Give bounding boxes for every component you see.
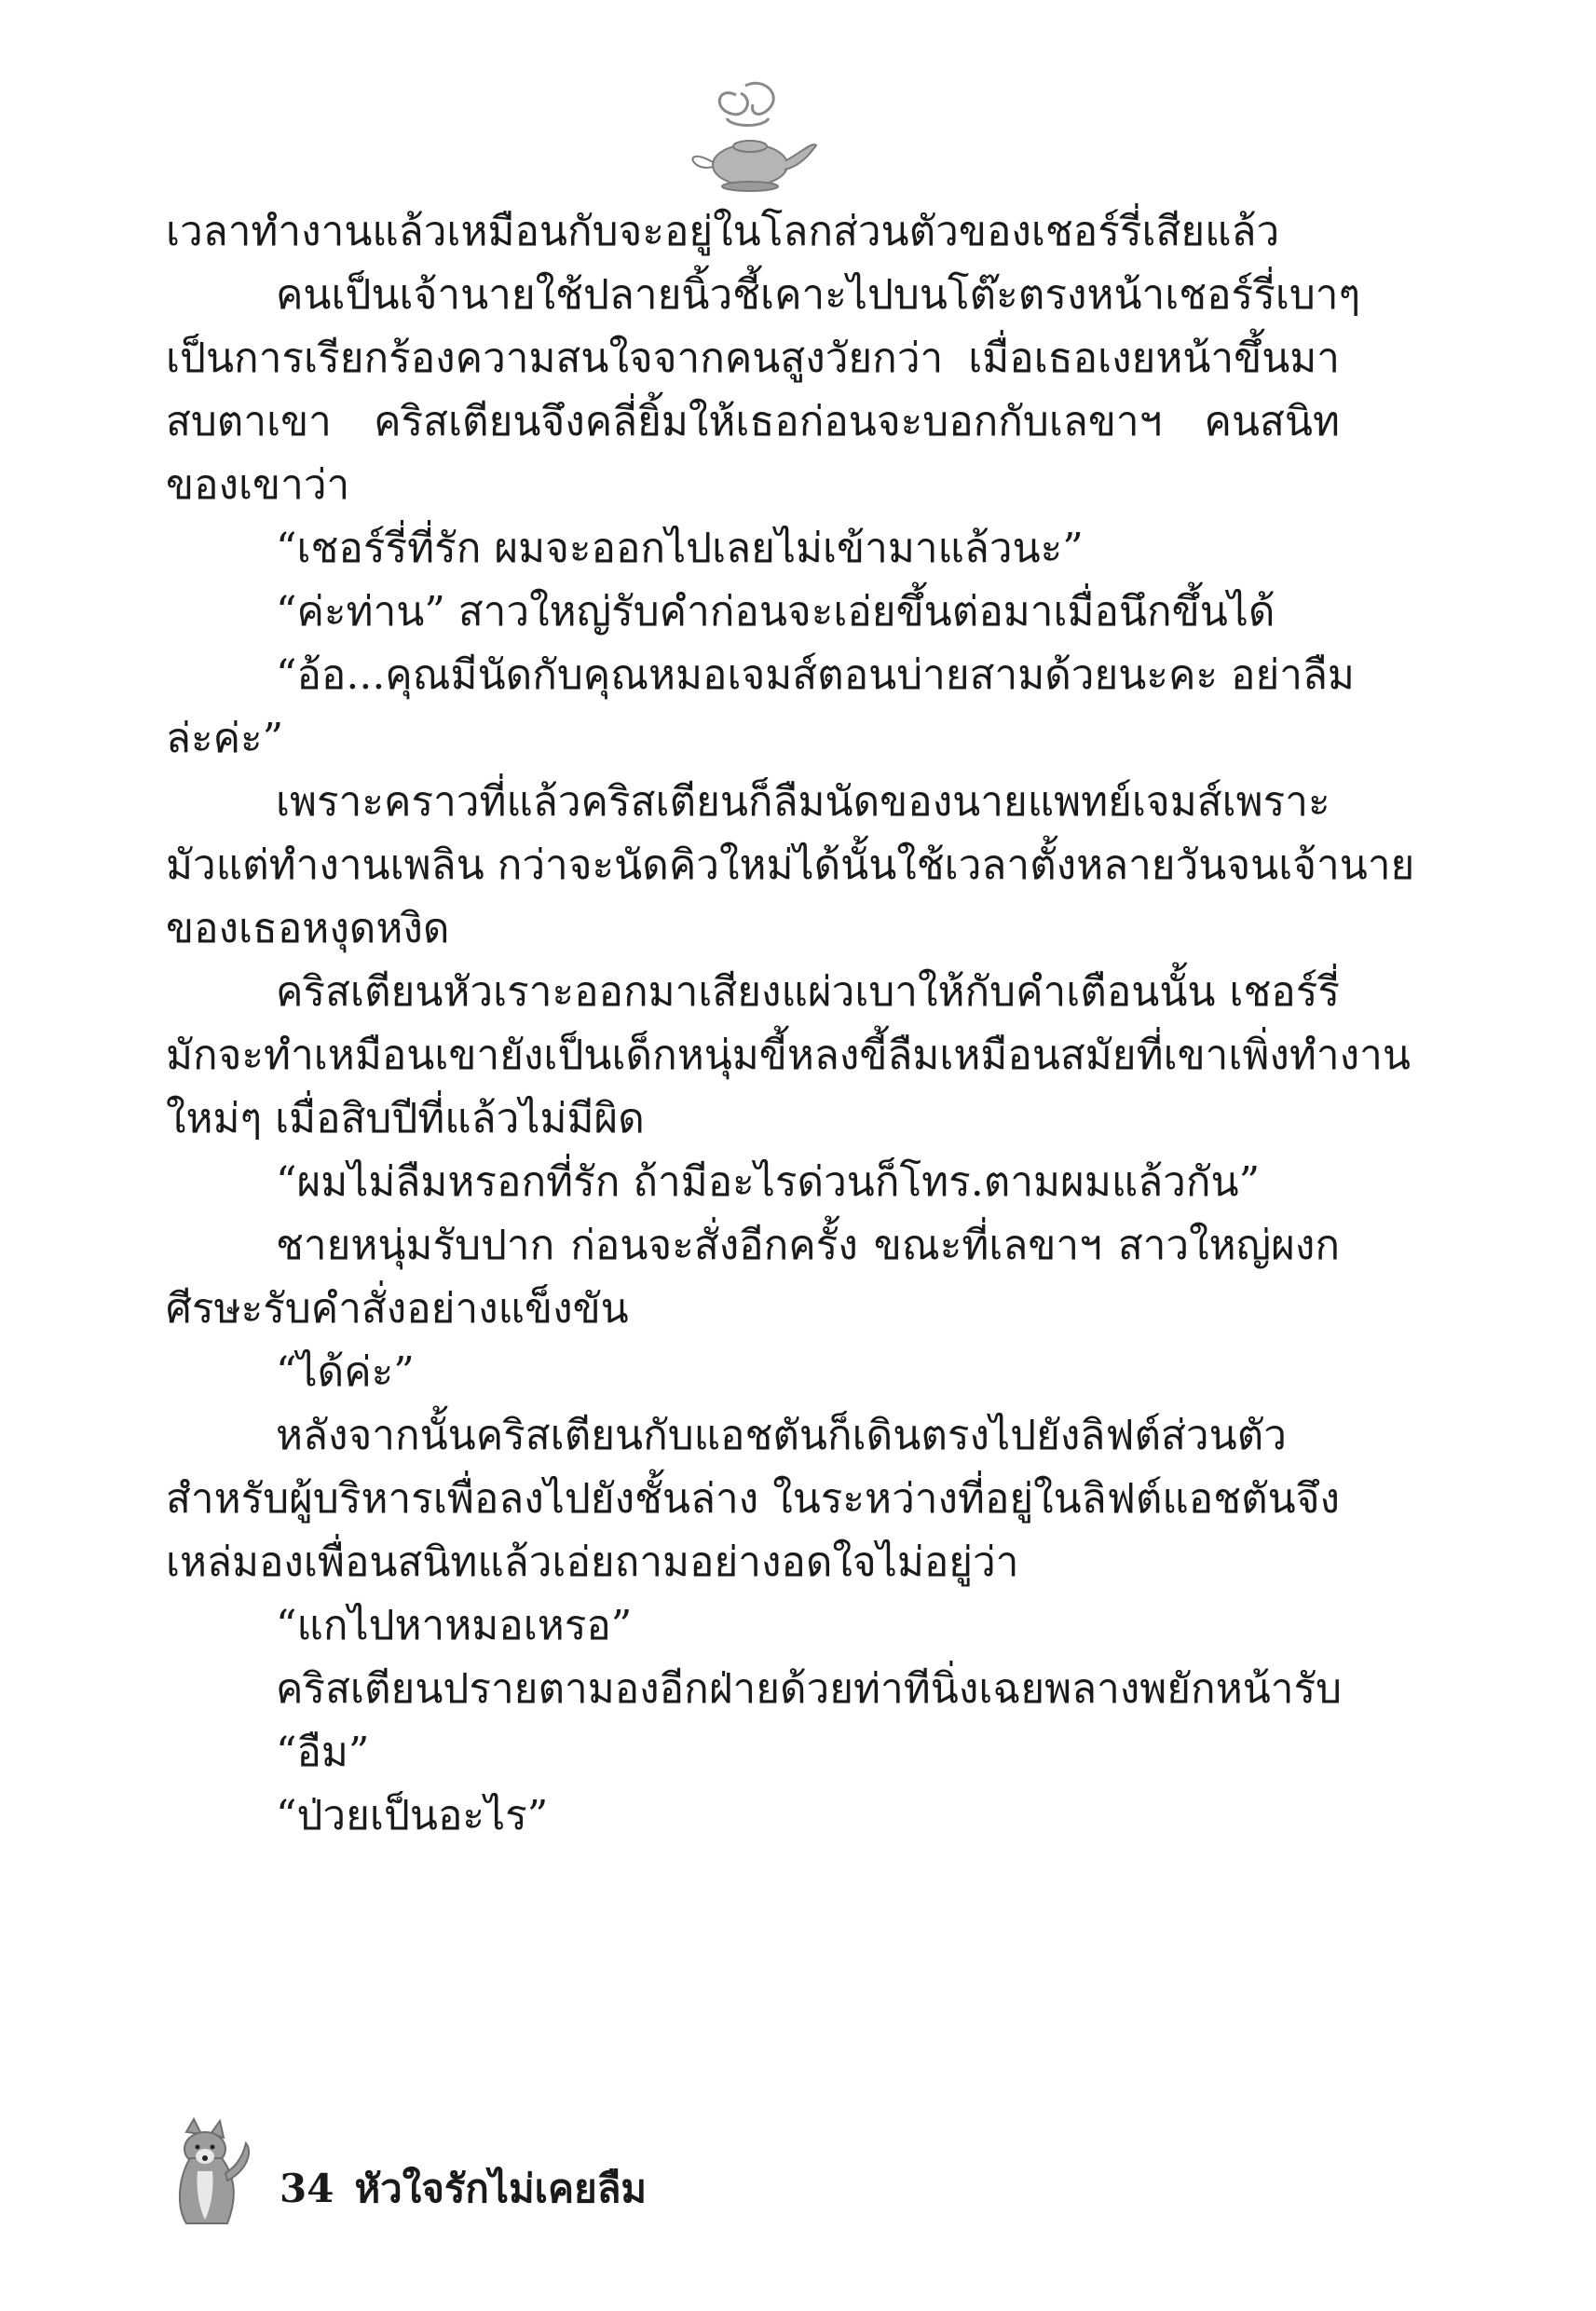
text-line: มักจะทำเหมือนเขายังเป็นเด็กหนุ่มขี้หลงขี้ลืมเหมือนสมัยที่เขาเพิ่งทำงาน bbox=[166, 1032, 1411, 1079]
text-line: สำหรับผู้บริหารเพื่อลงไปยังชั้นล่าง ในระหว่างที่อยู่ในลิฟต์แอชตันจึง bbox=[166, 1475, 1340, 1523]
text-line: ใหม่ๆ เมื่อสิบปีที่แล้วไม่มีผิด bbox=[166, 1095, 645, 1142]
text-line: “อืม” bbox=[276, 1729, 370, 1776]
text-line: “ได้ค่ะ” bbox=[276, 1348, 415, 1396]
text-line: เหล่มองเพื่อนสนิทแล้วเอ่ยถามอย่างอดใจไม่อยู่ว่า bbox=[166, 1538, 1019, 1586]
text-line: “ค่ะท่าน” สาวใหญ่รับคำก่อนจะเอ่ยขึ้นต่อมาเมื่อนึกขึ้นได้ bbox=[276, 588, 1275, 636]
text-line: ชายหนุ่มรับปาก ก่อนจะสั่งอีกครั้ง ขณะที่เลขาฯ สาวใหญ่ผงก bbox=[276, 1222, 1340, 1269]
teapot-genie-ornament-icon bbox=[680, 76, 820, 198]
book-title: หัวใจรักไม่เคยลืม bbox=[354, 2166, 648, 2211]
page-number: 34 bbox=[280, 2166, 334, 2211]
text-line: ของเธอหงุดหงิด bbox=[166, 905, 450, 952]
husky-dog-icon bbox=[149, 2115, 261, 2227]
text-line: ของเขาว่า bbox=[166, 461, 350, 509]
text-line: เพราะคราวที่แล้วคริสเตียนก็ลืมนัดของนายแพทย์เจมส์เพราะ bbox=[276, 778, 1330, 826]
text-line: ล่ะค่ะ” bbox=[166, 715, 284, 762]
text-line: เวลาทำงานแล้วเหมือนกับจะอยู่ในโลกส่วนตัวของเชอร์รี่เสียแล้ว bbox=[166, 208, 1280, 255]
text-line: หลังจากนั้นคริสเตียนกับแอชตันก็เดินตรงไปยังลิฟต์ส่วนตัว bbox=[276, 1412, 1287, 1459]
text-line: มัวแต่ทำงานเพลิน กว่าจะนัดคิวใหม่ได้นั้นใช้เวลาตั้งหลายวันจนเจ้านาย bbox=[166, 841, 1415, 889]
text-line: “ผมไม่ลืมหรอกที่รัก ถ้ามีอะไรด่วนก็โทร.ตามผมแล้วกัน” bbox=[276, 1158, 1261, 1206]
text-line: คริสเตียนปรายตามองอีกฝ่ายด้วยท่าทีนิ่งเฉยพลางพยักหน้ารับ bbox=[276, 1665, 1343, 1713]
text-line: ศีรษะรับคำสั่งอย่างแข็งขัน bbox=[166, 1285, 629, 1333]
text-line: “แกไปหาหมอเหรอ” bbox=[276, 1602, 633, 1649]
text-line: “เชอร์รี่ที่รัก ผมจะออกไปเลยไม่เข้ามาแล้วนะ” bbox=[276, 525, 1084, 572]
text-line: เป็นการเรียกร้องความสนใจจากคนสูงวัยกว่า เมื่อเธอเงยหน้าขึ้นมา bbox=[166, 335, 1340, 382]
text-line: คนเป็นเจ้านายใช้ปลายนิ้วชี้เคาะไปบนโต๊ะตรงหน้าเชอร์รี่เบาๆ bbox=[276, 271, 1361, 319]
page-footer bbox=[149, 2115, 894, 2227]
text-line: สบตาเขา คริสเตียนจึงคลี่ยิ้มให้เธอก่อนจะบอกกับเลขาฯ คนสนิท bbox=[166, 398, 1340, 445]
text-line: “ป่วยเป็นอะไร” bbox=[276, 1792, 549, 1839]
text-line: “อ้อ...คุณมีนัดกับคุณหมอเจมส์ตอนบ่ายสามด้วยนะคะ อย่าลืม bbox=[276, 651, 1355, 699]
text-line: คริสเตียนหัวเราะออกมาเสียงแผ่วเบาให้กับคำเตือนนั้น เชอร์รี่ bbox=[276, 968, 1340, 1016]
folio bbox=[280, 2158, 667, 2220]
